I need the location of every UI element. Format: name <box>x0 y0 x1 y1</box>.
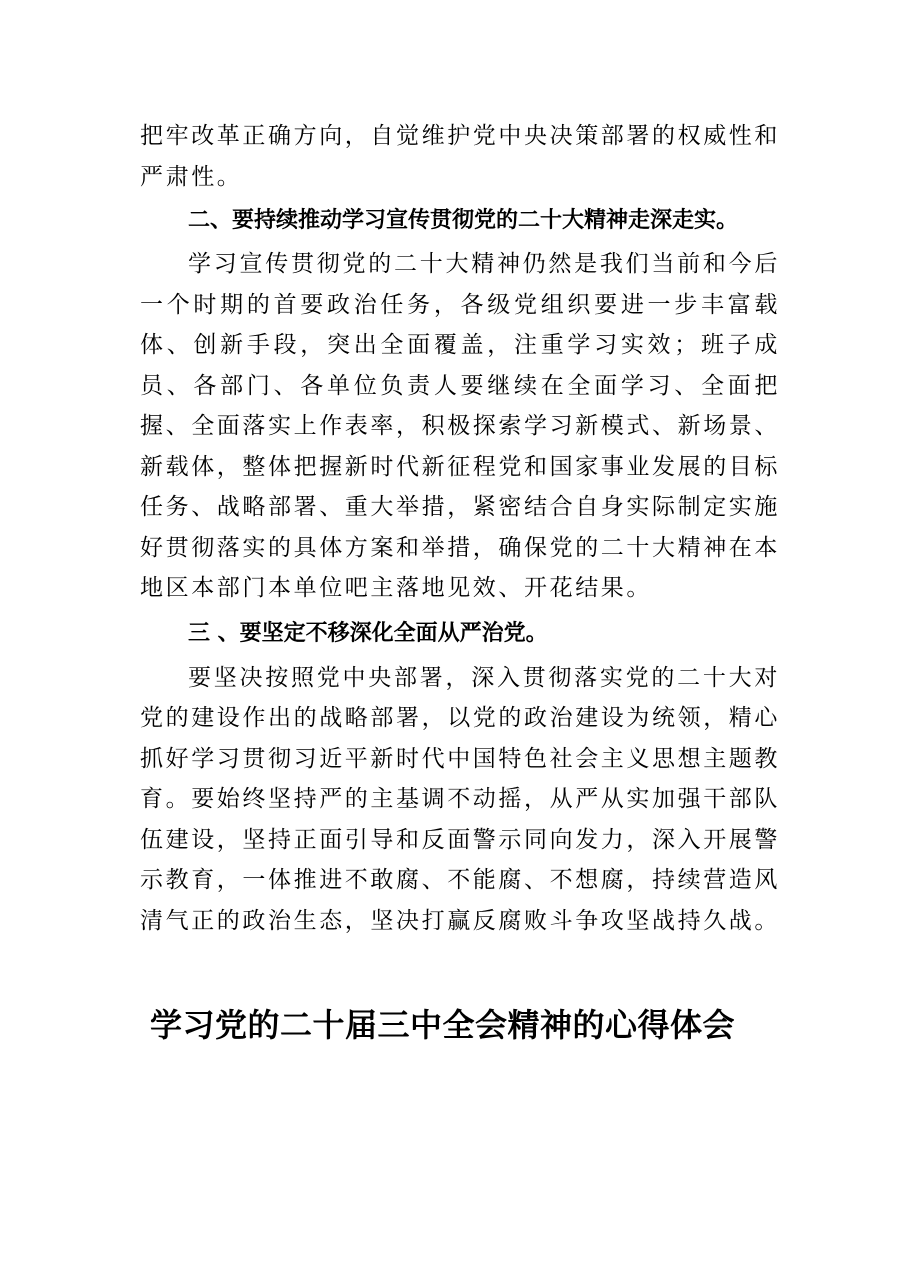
document-body <box>140 116 780 941</box>
section-heading-2: 二、要持续推动学习宣传贯彻党的二十大精神走深走实。 <box>188 208 739 233</box>
section-heading-3: 三 、要坚定不移深化全面从严治党。 <box>188 620 548 646</box>
section-body-2: 学习宣传贯彻党的二十大精神仍然是我们当前和今后一个时期的首要政治任务，各级党组织要进一步丰富载体、创新手段，突出全面覆盖，注重学习实效；班子成员、各部门、各单位负责人要继续在全面学习、全面把握、全面落实上作表率，积极探索学习新模式、新场景、新载体，整体把握新时代新征程党和国家事业发展的目标任务、战略部署、重大举措，紧密结合自身实际制定实施好贯彻落实的具体方案和举措，确保党的二十大精神在本地区本部门本单位吧主落地见效、开花结果。 <box>140 251 780 601</box>
next-document-title: 学习党的二十届三中全会精神的心得体会 <box>150 1006 736 1044</box>
section-body-3: 要坚决按照党中央部署，深入贯彻落实党的二十大对党的建设作出的战略部署，以党的政治建设为统领，精心抓好学习贯彻习近平新时代中国特色社会主义思想主题教育。要始终坚持严的主基调不动摇，从严从实加强干部队伍建设，坚持正面引导和反面警示同向发力，深入开展警示教育，一体推进不敢腐、不能腐、不想腐，持续营造风清气正的政治生态，坚决打赢反腐败斗争攻坚战持久战。 <box>140 664 780 934</box>
intro-paragraph: 把牢改革正确方向，自觉维护党中央决策部署的权威性和严肃性。 <box>140 123 780 190</box>
